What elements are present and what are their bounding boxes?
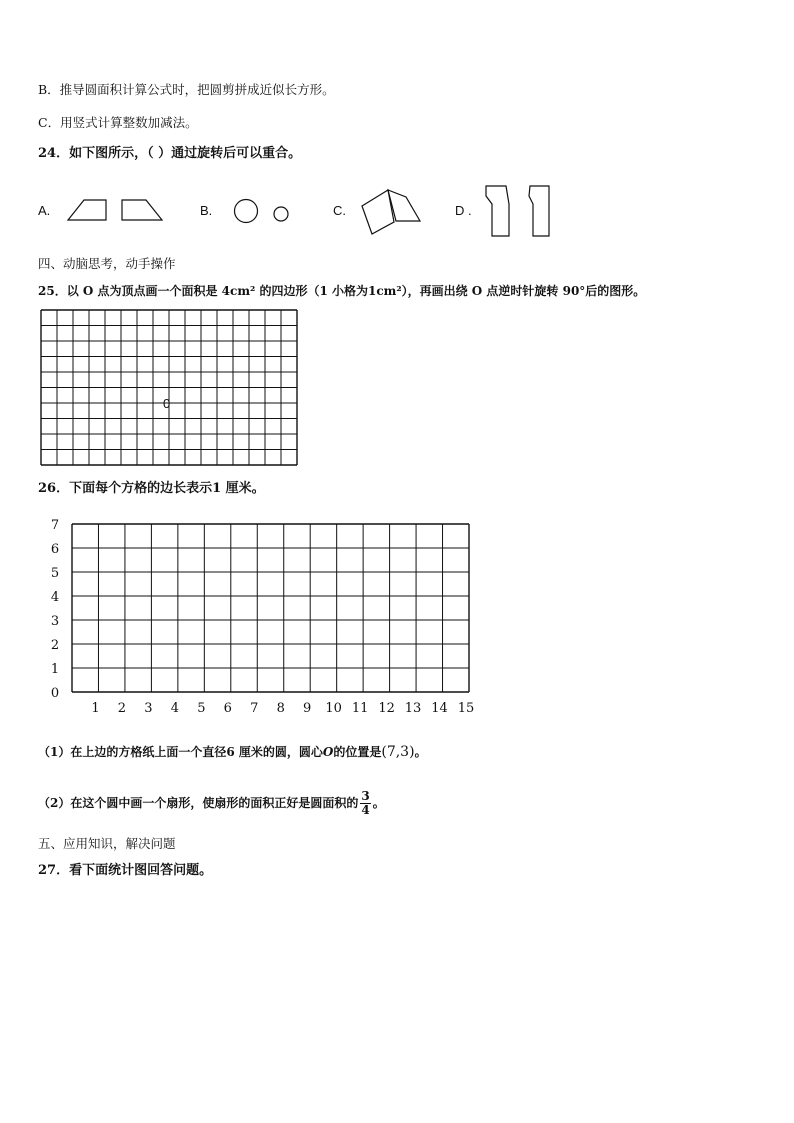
grid26-x-label: 9: [303, 701, 312, 716]
q26-1-text-a: （1）在上边的方格纸上面一个直径6 厘米的圆，圆心: [38, 745, 323, 759]
grid26-x-label: 3: [144, 701, 153, 716]
question-24: 24．如下图所示，（ ）通过旋转后可以重合。: [38, 146, 302, 161]
section-5-heading: 五、应用知识，解决问题: [38, 836, 176, 851]
grid26-y-label: 3: [50, 614, 60, 629]
q24-b-circle-small: [274, 207, 288, 221]
grid26-x-label: 10: [325, 701, 342, 716]
question-25: 25．以 O 点为顶点画一个面积是 4cm² 的四边形（1 小格为1cm²），再画出绕 O 点逆时针旋转 90°后的图形。: [38, 284, 646, 298]
q24-option-a-label: A.: [38, 203, 51, 218]
question-26-2: [38, 788, 385, 818]
grid26-y-label: 1: [50, 662, 60, 677]
point-o-label: 0: [163, 396, 171, 411]
grid26-y-label: 4: [50, 590, 60, 605]
grid26-y-label: 6: [50, 542, 60, 557]
grid26-x-label: 1: [91, 701, 100, 716]
q24-d-shape-1: [486, 186, 509, 236]
q26-1-text-b: 的位置是: [333, 745, 382, 759]
grid-26: [40, 516, 510, 716]
grid26-x-label: 2: [117, 701, 127, 716]
grid26-x-label: 14: [431, 701, 448, 716]
grid26-x-label: 4: [170, 701, 180, 716]
q24-figures: [0, 0, 794, 260]
grid26-x-label: 15: [457, 701, 475, 716]
grid26-x-label: 11: [351, 701, 369, 716]
fraction-denominator: 4: [361, 803, 370, 817]
q24-a-trapezoid-2: [122, 200, 162, 220]
fraction-3-4: [360, 790, 370, 817]
grid26-x-label: 5: [197, 701, 206, 716]
fraction-numerator: 3: [361, 789, 370, 803]
q26-2-text-b: 。: [372, 796, 385, 810]
q24-b-circle-large: [235, 200, 258, 223]
grid26-y-label: 5: [50, 566, 60, 581]
q26-2-text-a: （2）在这个圆中画一个扇形，使扇形的面积正好是圆面积的: [38, 796, 359, 810]
grid26-x-label: 8: [276, 701, 285, 716]
q24-a-trapezoid-1: [68, 200, 106, 220]
q24-option-c-label: C.: [333, 203, 346, 218]
question-26: 26．下面每个方格的边长表示1 厘米。: [38, 481, 265, 496]
q26-1-text-c: 。: [414, 745, 427, 759]
section-4-heading: 四、动脑思考，动手操作: [38, 256, 176, 271]
option-c-text: C．用竖式计算整数加减法。: [38, 115, 198, 130]
grid-25: [40, 309, 298, 466]
q24-d-shape-2: [529, 186, 549, 236]
question-26-1: [38, 744, 427, 760]
grid26-y-label: 2: [50, 638, 60, 653]
grid26-x-label: 13: [404, 701, 422, 716]
q24-option-d-label: D .: [455, 203, 472, 218]
q26-1-var-o: O: [322, 745, 334, 759]
q24-option-b-label: B.: [200, 203, 213, 218]
grid26-x-label: 12: [378, 701, 395, 716]
grid26-y-label: 0: [50, 686, 60, 701]
option-b-text: B．推导圆面积计算公式时，把圆剪拼成近似长方形。: [38, 82, 335, 97]
grid26-y-label: 7: [50, 518, 60, 533]
q26-1-coord: (7,3): [381, 744, 415, 760]
grid26-x-label: 6: [223, 701, 232, 716]
grid26-x-label: 7: [250, 701, 259, 716]
question-27: 27．看下面统计图回答问题。: [38, 863, 213, 878]
